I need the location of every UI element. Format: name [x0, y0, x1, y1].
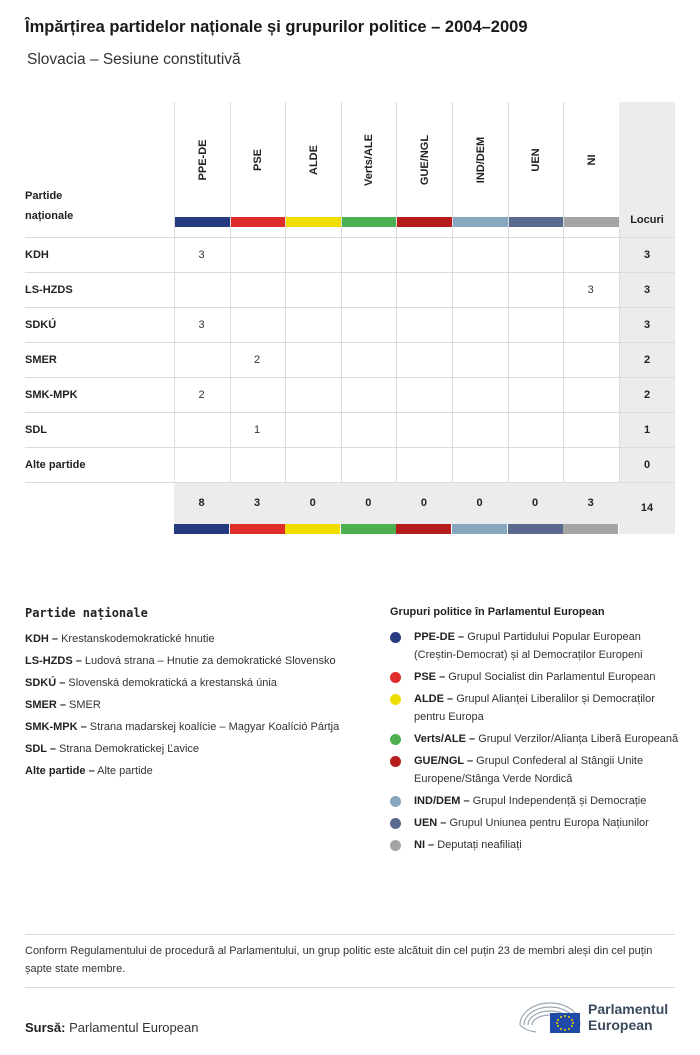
row-seats-total: 3 [643, 284, 651, 296]
column-header [174, 102, 230, 227]
national-party-legend-item [25, 696, 365, 714]
legend-name: Grupul Verzilor/Alianța Liberă Europeană [478, 733, 679, 745]
row-seats-total: 3 [643, 249, 651, 261]
seat-cell: 3 [587, 284, 594, 296]
page-subtitle: Slovacia – Sesiune constitutivă [27, 51, 241, 68]
group-color-dot [390, 840, 401, 851]
group-total: 0 [420, 497, 427, 509]
group-color-bar [397, 217, 452, 227]
political-group-legend-item [390, 690, 680, 726]
row-seats-total: 1 [643, 424, 651, 436]
group-color-bar [231, 217, 286, 227]
column-header [341, 102, 397, 227]
column-header [452, 102, 508, 227]
legend-name: Slovenská demokratická a krestanská únia [68, 677, 277, 689]
rules-note: Conform Regulamentului de procedură al Parlamentului, un grup politic este alcătuit din cel puțin 23 de membri aleși din cel puțin șapte state membre. [25, 945, 653, 975]
national-party-legend-item [25, 740, 365, 758]
legend-name: Ludová strana – Hnutie za demokratické Slovensko [84, 655, 336, 667]
group-color-dot [390, 694, 401, 705]
group-color-dot [390, 796, 401, 807]
grand-total: 14 [640, 502, 654, 514]
national-party-legend-item [25, 652, 365, 670]
legend-name: Grupul Independență și Democrație [472, 795, 647, 807]
european-parliament-logo [516, 995, 681, 1037]
group-color-dot [390, 672, 401, 683]
legend-code: PPE-DE – [414, 631, 465, 643]
page-title: Împărțirea partidelor naționale și grupurilor politice – 2004–2009 [25, 18, 528, 36]
totals-row [174, 482, 619, 524]
party-name: LS-HZDS [25, 284, 73, 296]
group-color-bar [452, 524, 507, 534]
group-color-bar [175, 217, 230, 227]
table-row [25, 412, 675, 448]
group-color-bar [230, 524, 285, 534]
legend-name: Grupul Alianței Liberalilor și Democraților pentru Europa [414, 693, 655, 723]
table-row [25, 447, 675, 483]
party-header-line1: Partide [25, 190, 63, 202]
political-groups-legend [390, 606, 680, 858]
national-party-legend-item [25, 718, 365, 736]
group-total: 0 [532, 497, 539, 509]
political-group-legend-item [390, 628, 680, 664]
column-header [508, 102, 564, 227]
party-name: KDH [25, 249, 49, 261]
table-bottom-line [25, 482, 675, 483]
column-header [396, 102, 452, 227]
seat-cell: 3 [198, 319, 205, 331]
table-row [25, 377, 675, 413]
seat-cell: 2 [198, 389, 205, 401]
legend-name: Strana madarskej koalície – Magyar Koalíció Pártja [89, 721, 340, 733]
party-name: SDL [25, 424, 47, 436]
legend-code: GUE/NGL – [414, 755, 474, 767]
group-color-bar [508, 524, 563, 534]
logo-text-line2: European [588, 1017, 653, 1033]
legend-code: IND/DEM – [414, 795, 470, 807]
group-color-bar [174, 524, 229, 534]
seats-column-header: Locuri [630, 214, 664, 226]
legend-code: SDL – [25, 743, 56, 755]
political-group-legend-item [390, 668, 680, 686]
legend-code: UEN – [414, 817, 447, 829]
source-label: Sursă: [25, 1020, 66, 1035]
divider [25, 934, 675, 935]
row-seats-total: 2 [643, 389, 651, 401]
logo-text [588, 1001, 668, 1033]
hemicycle-icon [516, 995, 586, 1037]
political-group-legend-item [390, 792, 680, 810]
political-group-legend-item [390, 752, 680, 788]
group-color-bar [286, 217, 341, 227]
seat-cell: 1 [254, 424, 261, 436]
legend-code: Verts/ALE – [414, 733, 476, 745]
national-parties-legend [25, 606, 365, 784]
group-color-dot [390, 756, 401, 767]
seat-cell: 2 [254, 354, 261, 366]
political-group-legend-item [390, 730, 680, 748]
table-row [25, 272, 675, 308]
legend-name: Grupul Uniunea pentru Europa Națiunilor [449, 817, 649, 829]
group-color-bar [342, 217, 397, 227]
column-header [285, 102, 341, 227]
group-total: 0 [309, 497, 316, 509]
column-header-label: UEN [530, 148, 543, 172]
group-color-bar [341, 524, 396, 534]
column-header [563, 102, 619, 227]
party-header-line2: naționale [25, 210, 74, 222]
group-color-dot [390, 818, 401, 829]
political-group-legend-item [390, 836, 680, 854]
group-color-bar [453, 217, 508, 227]
group-color-bar [563, 524, 618, 534]
political-groups-legend-title: Grupuri politice în Parlamentul European [390, 606, 605, 618]
group-total: 3 [254, 497, 261, 509]
legend-code: SMER – [25, 699, 66, 711]
row-seats-total: 2 [643, 354, 651, 366]
divider [25, 987, 675, 988]
legend-name: Grupul Socialist din Parlamentul European [448, 671, 656, 683]
seats-table [25, 102, 675, 534]
group-total: 3 [587, 497, 594, 509]
legend-name: Grupul Partidului Popular European (Creștin-Democrat) și al Democraților Europeni [414, 631, 643, 661]
source-value: Parlamentul European [69, 1020, 199, 1035]
legend-code: PSE – [414, 671, 446, 683]
group-color-bar [564, 217, 619, 227]
legend-code: LS-HZDS – [25, 655, 82, 667]
party-name: SMK-MPK [25, 389, 78, 401]
group-total: 0 [476, 497, 483, 509]
legend-name: Krestanskodemokratické hnutie [61, 633, 215, 645]
column-header-label: Verts/ALE [363, 134, 376, 186]
column-header-label: ALDE [307, 145, 320, 175]
group-color-dot [390, 632, 401, 643]
legend-name: SMER [69, 699, 101, 711]
group-color-bar [509, 217, 564, 227]
table-row [25, 237, 675, 273]
column-header-label: NI [585, 154, 598, 166]
row-seats-total: 0 [643, 459, 651, 471]
party-name: SMER [25, 354, 57, 366]
legend-code: ALDE – [414, 693, 454, 705]
national-party-legend-item [25, 762, 365, 780]
column-header-label: IND/DEM [474, 136, 487, 184]
legend-name: Grupul Confederal al Stângii Unite Europene/Stânga Verde Nordică [414, 755, 644, 785]
table-row [25, 342, 675, 378]
group-color-bar [396, 524, 451, 534]
party-name: Alte partide [25, 459, 86, 471]
logo-text-line1: Parlamentul [588, 1001, 669, 1017]
legend-name: Alte partide [97, 765, 153, 777]
column-header [230, 102, 286, 227]
national-party-legend-item [25, 674, 365, 692]
political-group-legend-item [390, 814, 680, 832]
group-color-bar [285, 524, 340, 534]
column-header-label: GUE/NGL [418, 134, 431, 186]
national-parties-legend-title: Partide naționale [25, 606, 148, 620]
party-column-header [25, 186, 73, 226]
national-party-legend-item [25, 630, 365, 648]
group-total: 8 [198, 497, 205, 509]
group-color-dot [390, 734, 401, 745]
legend-code: KDH – [25, 633, 59, 645]
legend-name: Strana Demokratickej Ľavice [59, 743, 200, 755]
seat-cell: 3 [198, 249, 205, 261]
legend-code: Alte partide – [25, 765, 95, 777]
column-header-label: PSE [252, 148, 265, 172]
legend-code: SDKÚ – [25, 677, 66, 689]
legend-code: SMK-MPK – [25, 721, 87, 733]
group-total: 0 [365, 497, 372, 509]
legend-code: NI – [414, 839, 435, 851]
table-row [25, 307, 675, 343]
row-seats-total: 3 [643, 319, 651, 331]
column-header-label: PPE-DE [196, 139, 209, 181]
party-name: SDKÚ [25, 319, 57, 331]
source-line [25, 1020, 198, 1035]
legend-name: Deputați neafiliați [437, 839, 522, 851]
